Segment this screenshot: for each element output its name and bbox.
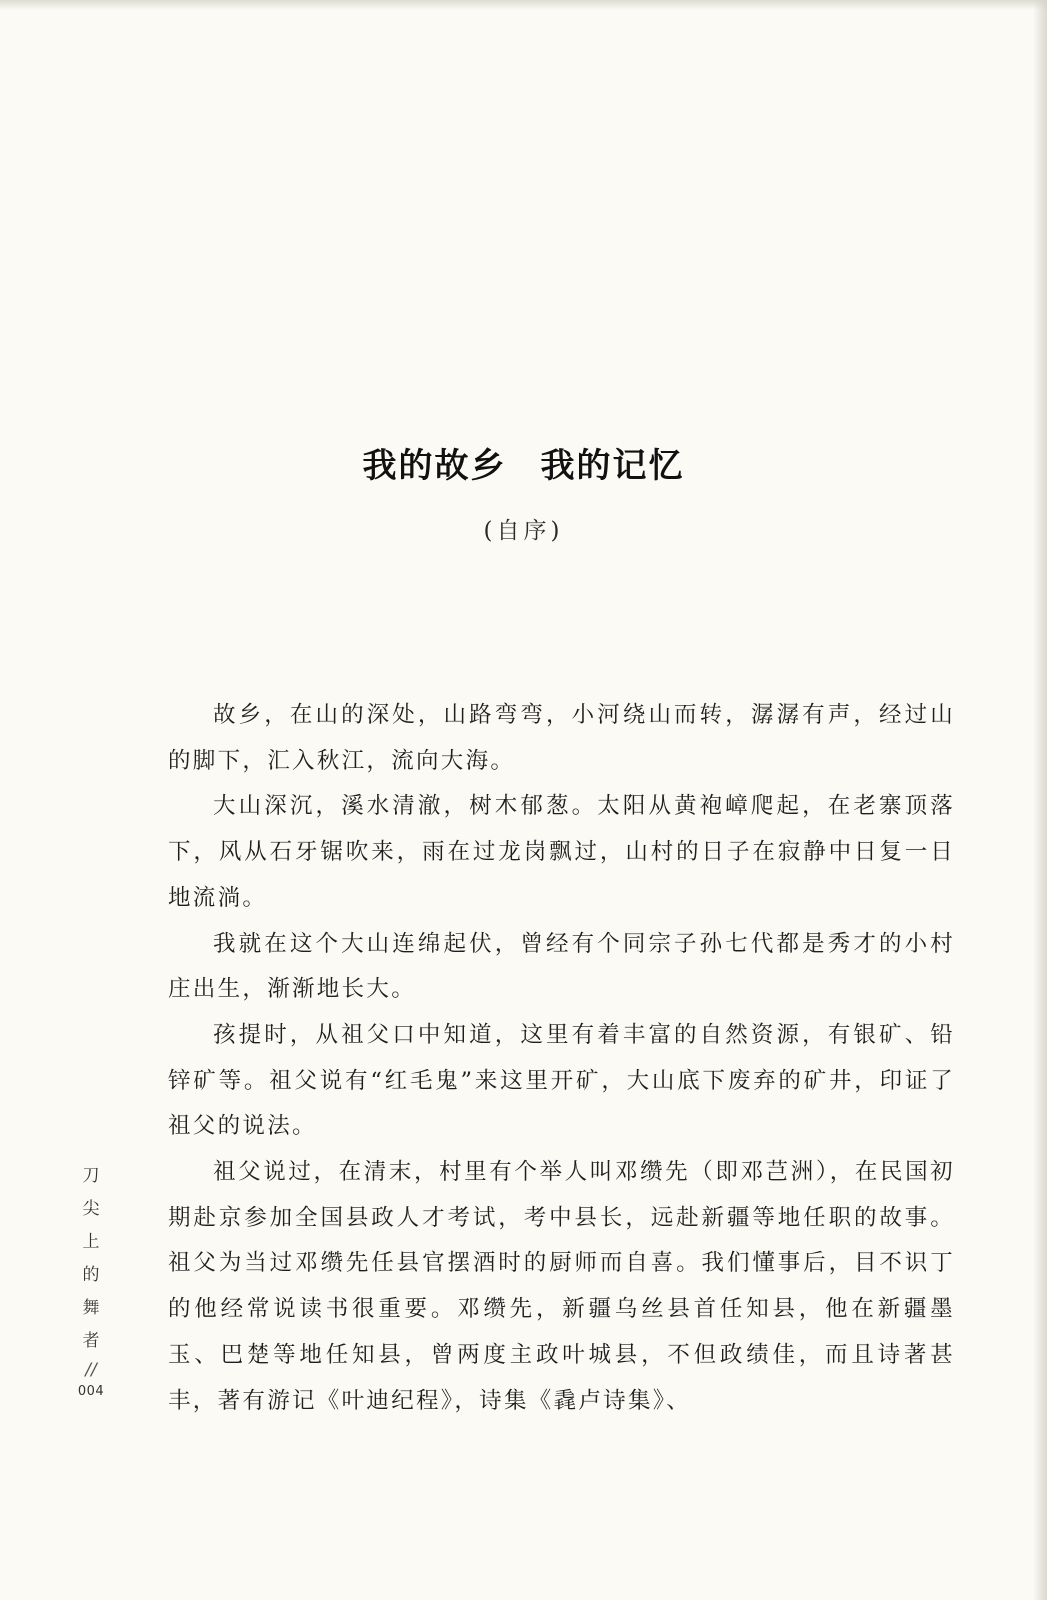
running-header (77, 1160, 105, 1402)
book-title-char: 上 (82, 1232, 100, 1252)
page-number: 004 (77, 1384, 105, 1399)
book-title-char: 者 (82, 1331, 100, 1351)
paragraph-1: 故乡，在山的深处，山路弯弯，小河绕山而转，潺潺有声，经过山的脚下，汇入秋江，流向大海。 (168, 702, 955, 774)
book-title-char: 尖 (82, 1199, 100, 1219)
title-part-1: 我的故乡 (362, 446, 507, 486)
page-edge-right (1033, 0, 1047, 1600)
book-title-char: 的 (82, 1265, 100, 1285)
book-title-char: 刀 (82, 1166, 100, 1186)
paragraph-3: 我就在这个大山连绵起伏，曾经有个同宗子孙七代都是秀才的小村庄出生，渐渐地长大。 (168, 930, 955, 1003)
paragraph-5: 祖父说过，在清末，村里有个举人叫邓缵先（即邓芑洲），在民国初期赴京参加全国县政人才考试，考中县长，远赴新疆等地任职的故事。祖父为当过邓缵先任县官摆酒时的厨师而自喜。我们懂事后，目不识丁的他经常说读书很重要。邓缵先，新疆乌丝县首任知县，他在新疆墨玉、巴楚等地任知县，曾两度主政叶城县，不但政绩佳，而且诗著甚丰，著有游记《叶迪纪程》，诗集《毳卢诗集》、 (168, 1159, 955, 1414)
title-part-2: 我的记忆 (540, 446, 685, 486)
page-edge-top (0, 0, 1047, 10)
body-text (168, 693, 955, 1424)
paragraph-4: 孩提时，从祖父口中知道，这里有着丰富的自然资源，有银矿、铅锌矿等。祖父说有“红毛鬼”来这里开矿，大山底下废弃的矿井，印证了祖父的说法。 (168, 1021, 955, 1140)
page-subtitle: (自序) (483, 518, 564, 544)
paragraph-2: 大山深沉，溪水清澈，树木郁葱。太阳从黄袍嶂爬起，在老寨顶落下，风从石牙锯吹来，雨在过龙岗飘过，山村的日子在寂静中日复一日地流淌。 (168, 793, 955, 911)
book-title-char: 舞 (82, 1298, 100, 1318)
header-separator: // (85, 1360, 97, 1380)
page-title (0, 438, 1047, 487)
